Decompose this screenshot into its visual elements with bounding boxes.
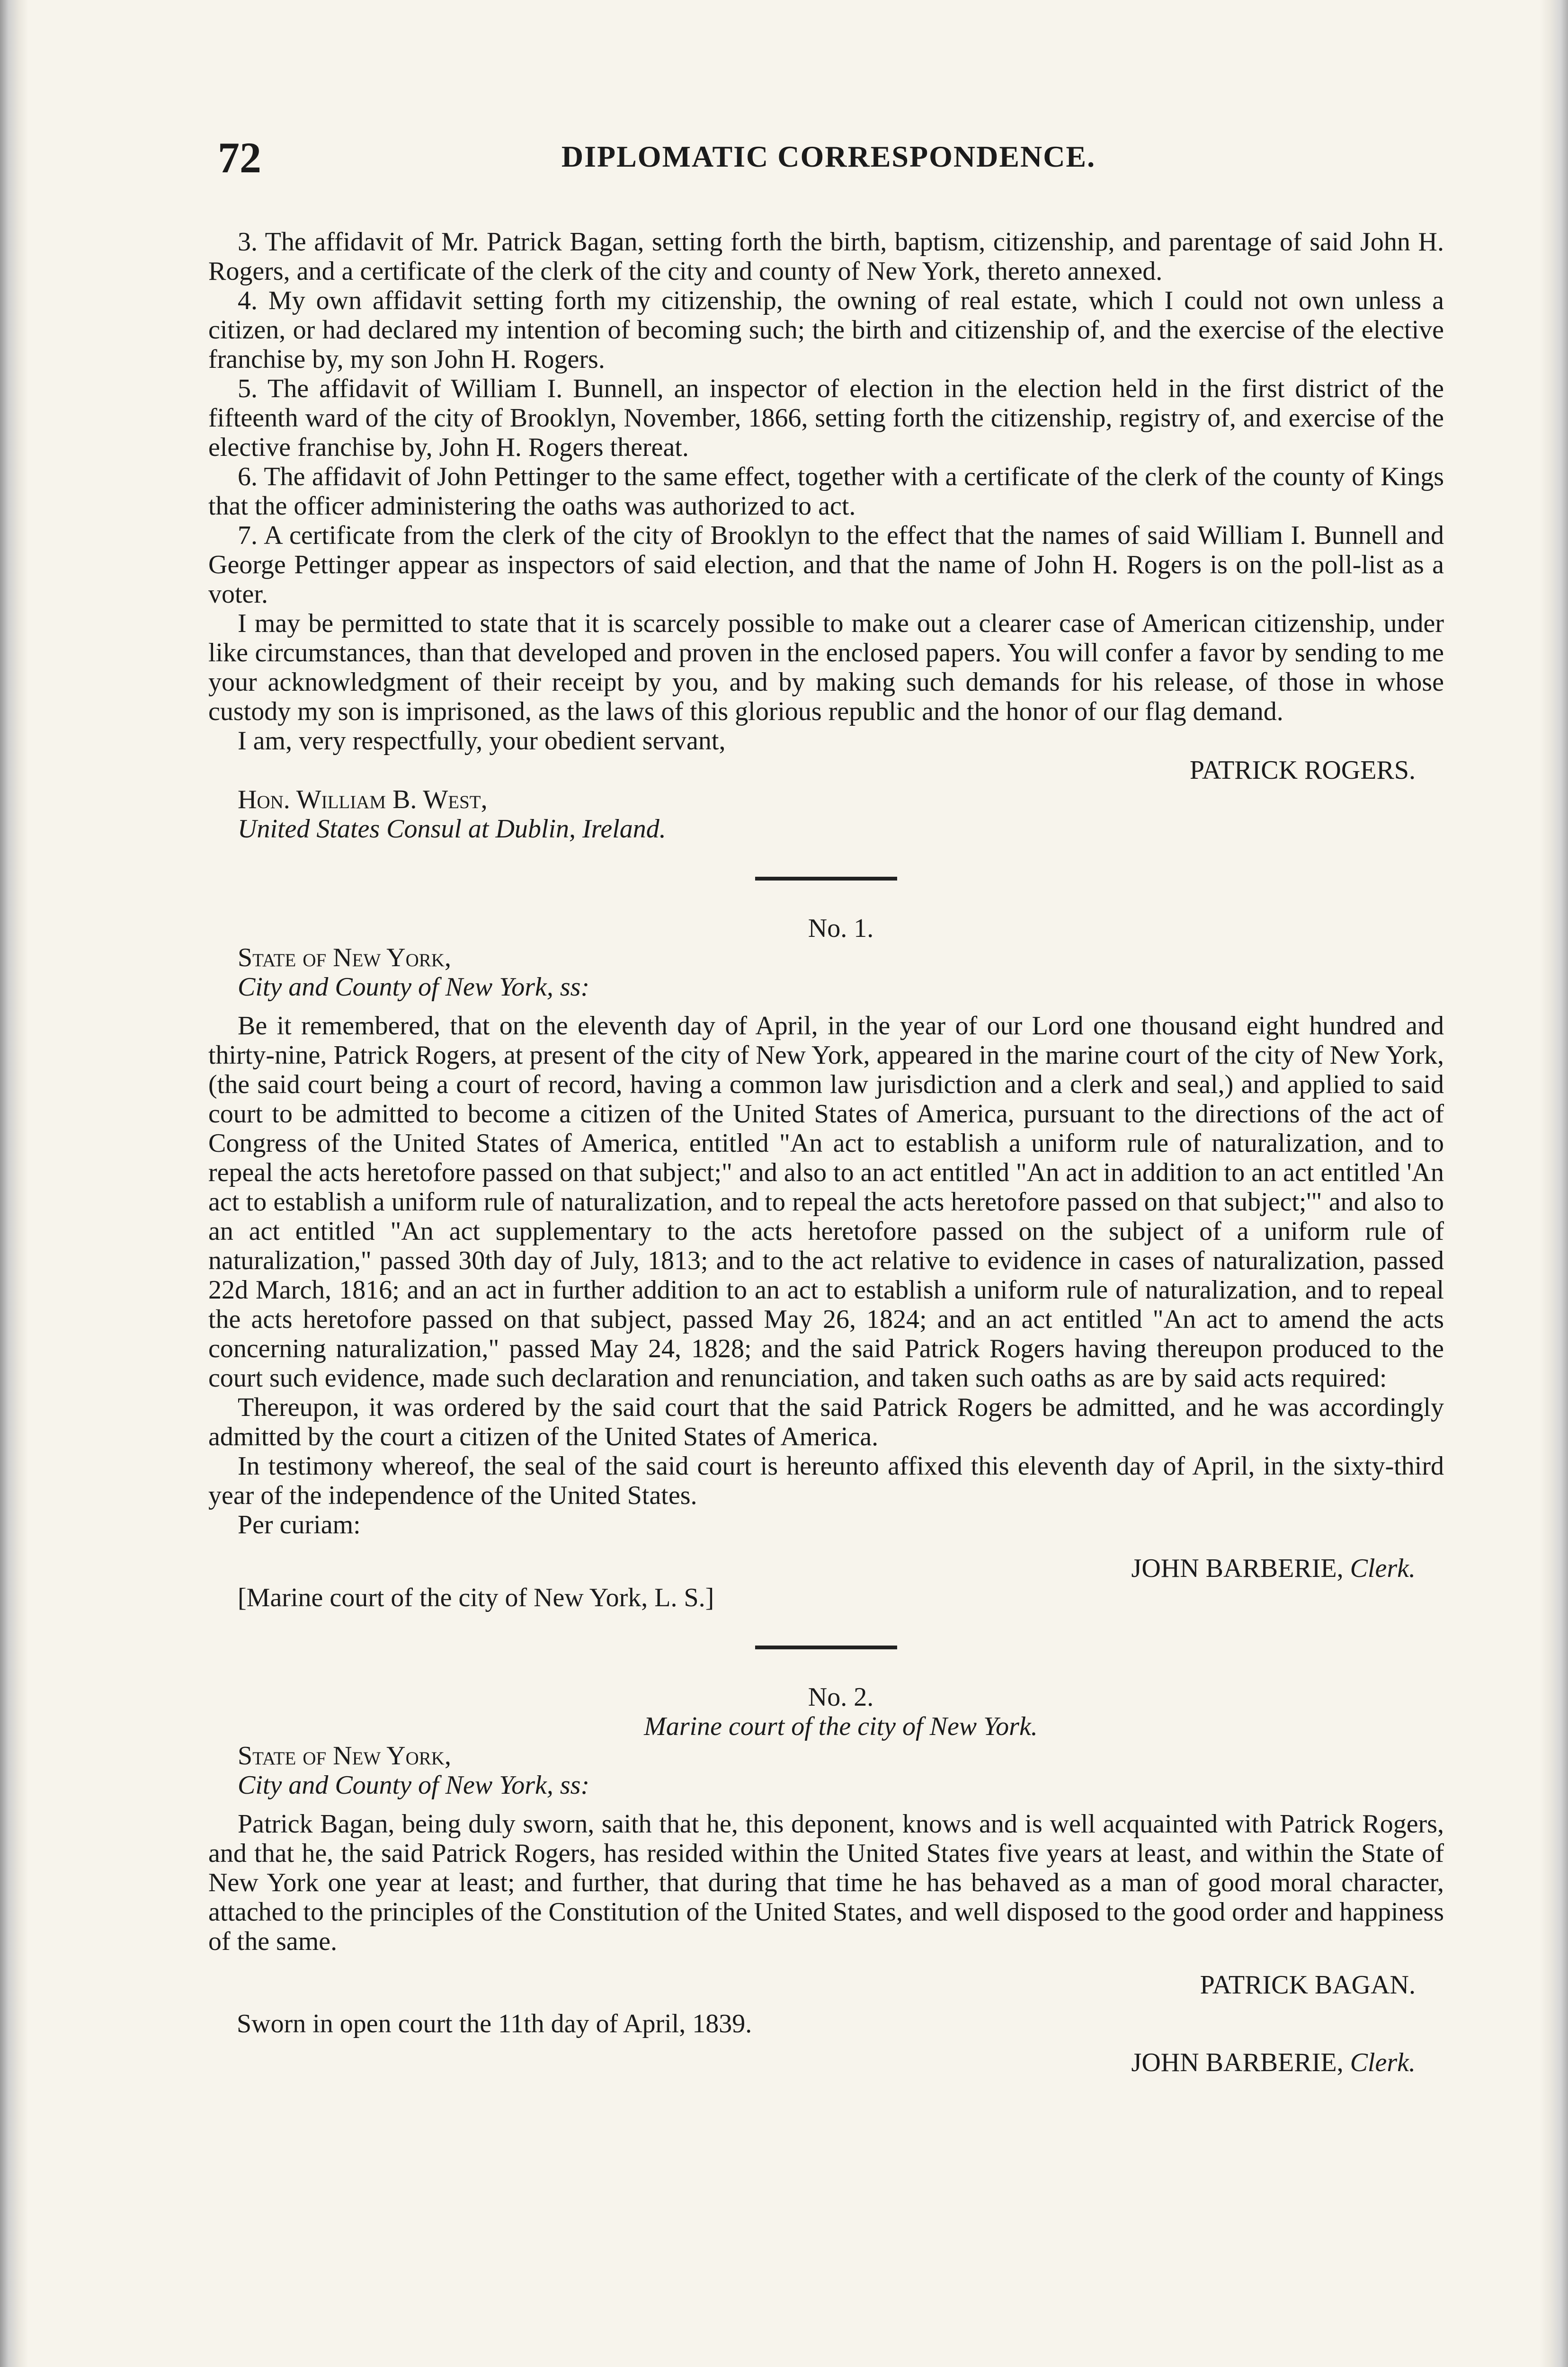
letter-closing: I am, very respectfully, your obedient servant,: [238, 726, 726, 756]
page-number: 72: [218, 133, 261, 182]
per-curiam: Per curiam:: [238, 1510, 361, 1539]
section-divider: [755, 877, 897, 881]
venue-state: State of New York,: [238, 1741, 451, 1771]
section-divider: [755, 1646, 897, 1649]
venue-state: State of New York,: [238, 943, 451, 972]
document-paragraph: Thereupon, it was ordered by the said court that the said Patrick Rogers be admitted, and he was accordingly admitted by the court a citizen of the United States of America.: [208, 1393, 1444, 1451]
letter-paragraph: 6. The affidavit of John Pettinger to the same effect, together with a certificate of the clerk of the county of Kings that the officer administering the oaths was authorized to act.: [208, 462, 1444, 521]
letter-paragraph: 7. A certificate from the clerk of the city of Brooklyn to the effect that the names of said William I. Bunnell and George Pettinger appear as inspectors of said election, and that the name of John H. Rogers is on the poll-list as a voter.: [208, 521, 1444, 609]
letter-paragraph: 4. My own affidavit setting forth my citizenship, the owning of real estate, which I could not own unless a citizen, or had declared my intention of becoming such; the birth and citizenship of, and the exercise of the elective franchise by, my son John H. Rogers.: [208, 286, 1444, 374]
deponent-signature: PATRICK BAGAN.: [1200, 1970, 1416, 2000]
page-body: [208, 227, 1444, 2077]
clerk-title: Clerk.: [1350, 1554, 1416, 1583]
sworn-row: [208, 2009, 1444, 2038]
court-seal: [Marine court of the city of New York, L. S.]: [238, 1583, 714, 1612]
running-head: DIPLOMATIC CORRESPONDENCE.: [561, 140, 1096, 173]
addressee-name: Hon. William B. West,: [238, 785, 488, 814]
page-edge-right: [1540, 0, 1568, 2367]
letter-paragraph: 5. The affidavit of William I. Bunnell, an inspector of election in the election held in the first district of the fifteenth ward of the city of Brooklyn, November, 1866, setting forth the citizenship, registry of, and exercise of the elective franchise by, John H. Rogers thereat.: [208, 374, 1444, 462]
letter-signature: PATRICK ROGERS.: [1189, 756, 1416, 785]
document-paragraph: Be it remembered, that on the eleventh day of April, in the year of our Lord one thousand eight hundred and thirty-nine, Patrick Rogers, at present of the city of New York, appeared in the marine court of the city of New York, (the said court being a court of record, having a common law jurisdiction and a clerk and seal,) and applied to said court to be admitted to become a citizen of the United States of America, pursuant to the directions of the act of Congress of the United States of America, entitled "An act to establish a uniform rule of naturalization, and to repeal the acts heretofore passed on that subject;" and also to an act entitled "An act in addition to an act entitled 'An act to establish a uniform rule of naturalization, and to repeal the acts heretofore passed on that subject;'" and also to an act entitled "An act supplementary to the acts heretofore passed on the subject of a uniform rule of naturalization," passed 30th day of July, 1813; and to the act relative to evidence in cases of naturalization, passed 22d March, 1816; and an act in further addition to an act to establish a uniform rule of naturalization, and to repeal the acts heretofore passed on that subject, passed May 26, 1824; and an act entitled "An act to amend the acts concerning naturalization," passed May 24, 1828; and the said Patrick Rogers having thereupon produced to the court such evidence, made such declaration and renunciation, and taken such oaths as are by said acts required:: [208, 1011, 1444, 1393]
clerk-name: JOHN BARBERIE,: [1131, 2048, 1344, 2077]
document-no-2: [208, 1682, 1444, 2077]
document-heading: No. 2.: [808, 1682, 874, 1712]
clerk-signature: [208, 1554, 1444, 1583]
venue-county: City and County of New York, ss:: [238, 1771, 590, 1800]
document-paragraph: In testimony whereof, the seal of the said court is hereunto affixed this eleventh day of April, in the sixty-third year of the independence of the United States.: [208, 1451, 1444, 1510]
sworn-statement: Sworn in open court the 11th day of April, 1839.: [237, 2009, 752, 2038]
document-heading: No. 1.: [808, 914, 874, 943]
clerk-name: JOHN BARBERIE,: [1131, 1554, 1344, 1583]
letter-paragraph: 3. The affidavit of Mr. Patrick Bagan, setting forth the birth, baptism, citizenship, and parentage of said John H. Rogers, and a certificate of the clerk of the city and county of New York, thereto annexed.: [208, 227, 1444, 286]
page-header: [218, 133, 1439, 189]
document-no-1: [208, 914, 1444, 1612]
page-edge-left: [0, 0, 28, 2367]
clerk-signature: [208, 2048, 1444, 2077]
court-name: Marine court of the city of New York.: [644, 1712, 1038, 1741]
letter-paragraph: I may be permitted to state that it is scarcely possible to make out a clearer case of American citizenship, under like circumstances, than that developed and proven in the enclosed papers. You will confer a favor by sending to me your acknowledgment of their receipt by you, and by making such demands for his release, of those in whose custody my son is imprisoned, as the laws of this glorious republic and the honor of our flag demand.: [208, 609, 1444, 726]
letter-section: [208, 227, 1444, 844]
clerk-title: Clerk.: [1350, 2048, 1416, 2077]
document-paragraph: Patrick Bagan, being duly sworn, saith that he, this deponent, knows and is well acquainted with Patrick Rogers, and that he, the said Patrick Rogers, has resided within the United States five years at least, and within the State of New York one year at least; and further, that during that time he has behaved as a man of good moral character, attached to the principles of the Constitution of the United States, and well disposed to the good order and happiness of the same.: [208, 1809, 1444, 1956]
addressee-title: United States Consul at Dublin, Ireland.: [238, 814, 666, 844]
venue-county: City and County of New York, ss:: [238, 972, 590, 1002]
